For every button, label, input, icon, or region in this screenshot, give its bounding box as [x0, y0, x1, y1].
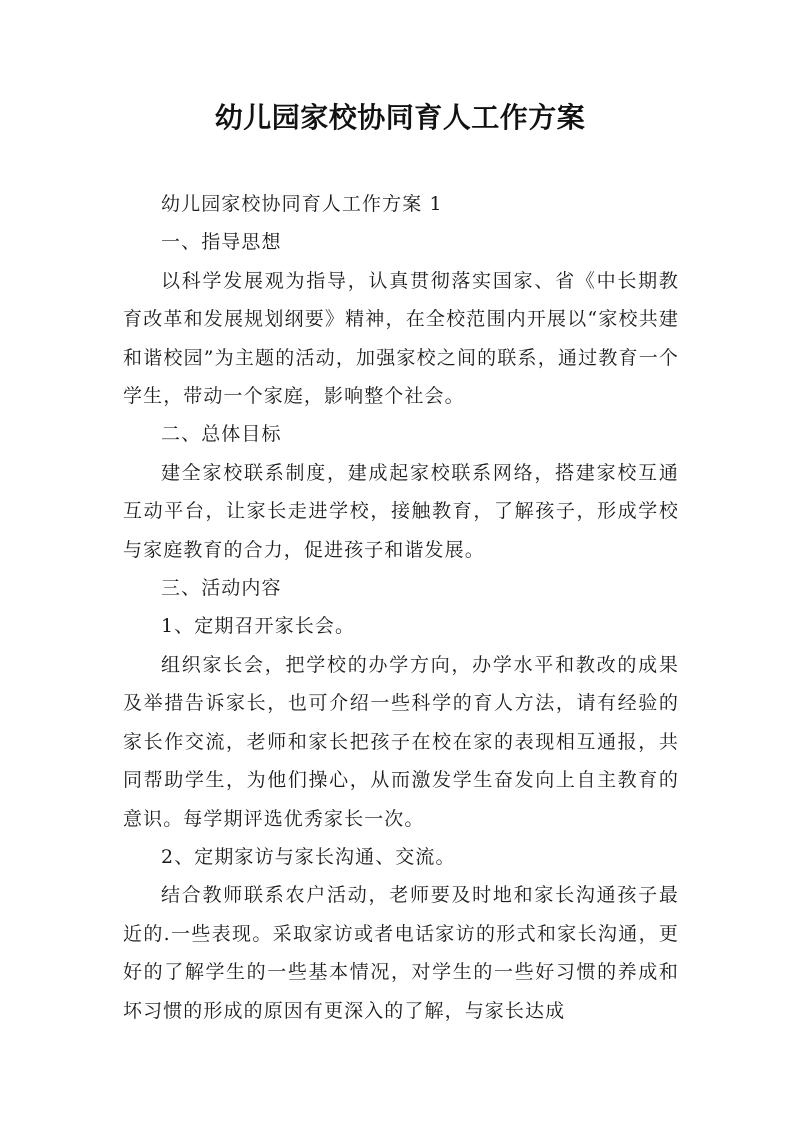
section-title: 幼儿园家校协同育人工作方案 1 [161, 193, 443, 215]
subheading-parent-meeting: 1、定期召开家长会。 [161, 615, 356, 638]
paragraph-parent-meeting: 组织家长会，把学校的办学方向，办学水平和教改的成果及举措告诉家长，也可介绍一些科学的育人方法，请有经验的家长作交流，老师和家长把孩子在校在家的表现相互通报，共同帮助学生，为他们操心，从而激发学生奋发向上自主教育的意识。每学期评选优秀家长一次。 [123, 653, 679, 830]
paragraph-overall-goal: 建全家校联系制度，建成起家校联系网络，搭建家校互通互动平台，让家长走进学校，接触教育，了解孩子，形成学校与家庭教育的合力，促进孩子和谐发展。 [123, 461, 679, 561]
subheading-home-visits: 2、定期家访与家长沟通、交流。 [161, 845, 456, 868]
heading-guiding-ideology: 一、指导思想 [161, 231, 282, 254]
paragraph-home-visits: 结合教师联系农户活动，老师要及时地和家长沟通孩子最近的.一些表现。采取家访或者电话家访的形式和家长沟通，更好的了解学生的一些基本情况，对学生的一些好习惯的养成和坏习惯的形成的原因有更深入的了解，与家长达成 [123, 884, 679, 1022]
document-title: 幼儿园家校协同育人工作方案 [214, 101, 586, 134]
paragraph-guiding-ideology: 以科学发展观为指导，认真贯彻落实国家、省《中长期教育改革和发展规划纲要》精神，在全校范围内开展以“家校共建和谐校园”为主题的活动，加强家校之间的联系，通过教育一个学生，带动一个家庭，影响整个社会。 [123, 269, 679, 408]
document-body [123, 185, 679, 1030]
heading-overall-goal: 二、总体目标 [161, 423, 282, 446]
heading-activity-content: 三、活动内容 [161, 577, 282, 600]
